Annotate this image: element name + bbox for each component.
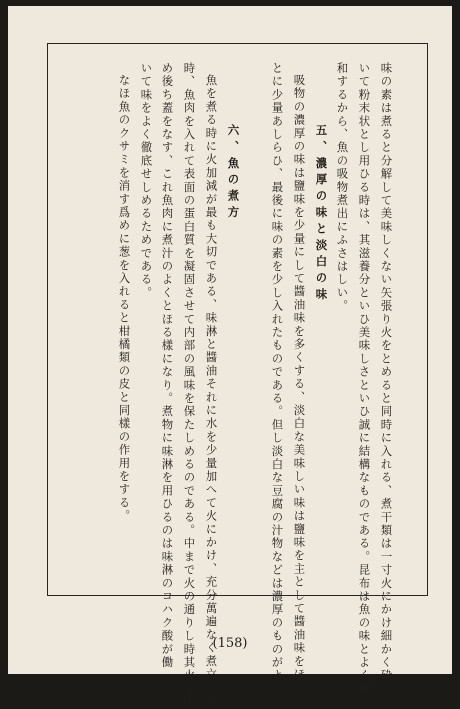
page-number: (158): [212, 636, 248, 651]
text-column-5: とに少量あしらひ、最後に味の素を少し入れたものである。但し淡白な豆腐の汁物などは濃厚のものがよい。: [270, 62, 285, 709]
text-column-3: 和するから、魚の吸物煮出にふさはしい。: [335, 62, 350, 313]
text-column-4: 吸物の濃厚の味は鹽味を少量にして醬油味を多くする、淡白な美味しい味は鹽味を主として醬油味をほん: [292, 74, 307, 695]
book-page: [8, 6, 452, 709]
text-column-6: 魚を煮る時に火加減が最も大切である、味淋と醬油それに水を少量加へて火にかけ、充分萬遍なく煮立つた: [204, 74, 219, 708]
text-column-2: いて粉末状とし用ひる時は、其滋養分といひ美味しさといひ誠に結構なものである。昆布は魚の味とよく調: [357, 62, 372, 696]
text-column-9: いて味をよく徹底せしめるためである。: [139, 62, 154, 300]
text-column-10: なほ魚のクサミを消す爲めに葱を入れると柑橘類の皮と同樣の作用をする。: [117, 74, 132, 523]
section-heading-5: 五、濃厚の味と淡白の味: [314, 124, 329, 305]
text-column-8: め後ち蓋をなす、これ魚肉に煮汁のよくとほる樣になり。煮物に味淋を用ひるのは味淋のコハク酸が働: [160, 62, 175, 670]
text-column-1: 味の素は煮ると分解して美味しくない矢張り火をとめると同時に入れる、煮干類は一寸火にかけ細かく砕: [379, 62, 394, 683]
section-heading-6: 六、魚の煮方: [226, 124, 241, 223]
text-column-7: 時、魚肉を入れて表面の蛋白質を凝固させて内部の風味を保たしめるのである。中まで火の通りし時其火を止: [182, 62, 197, 709]
